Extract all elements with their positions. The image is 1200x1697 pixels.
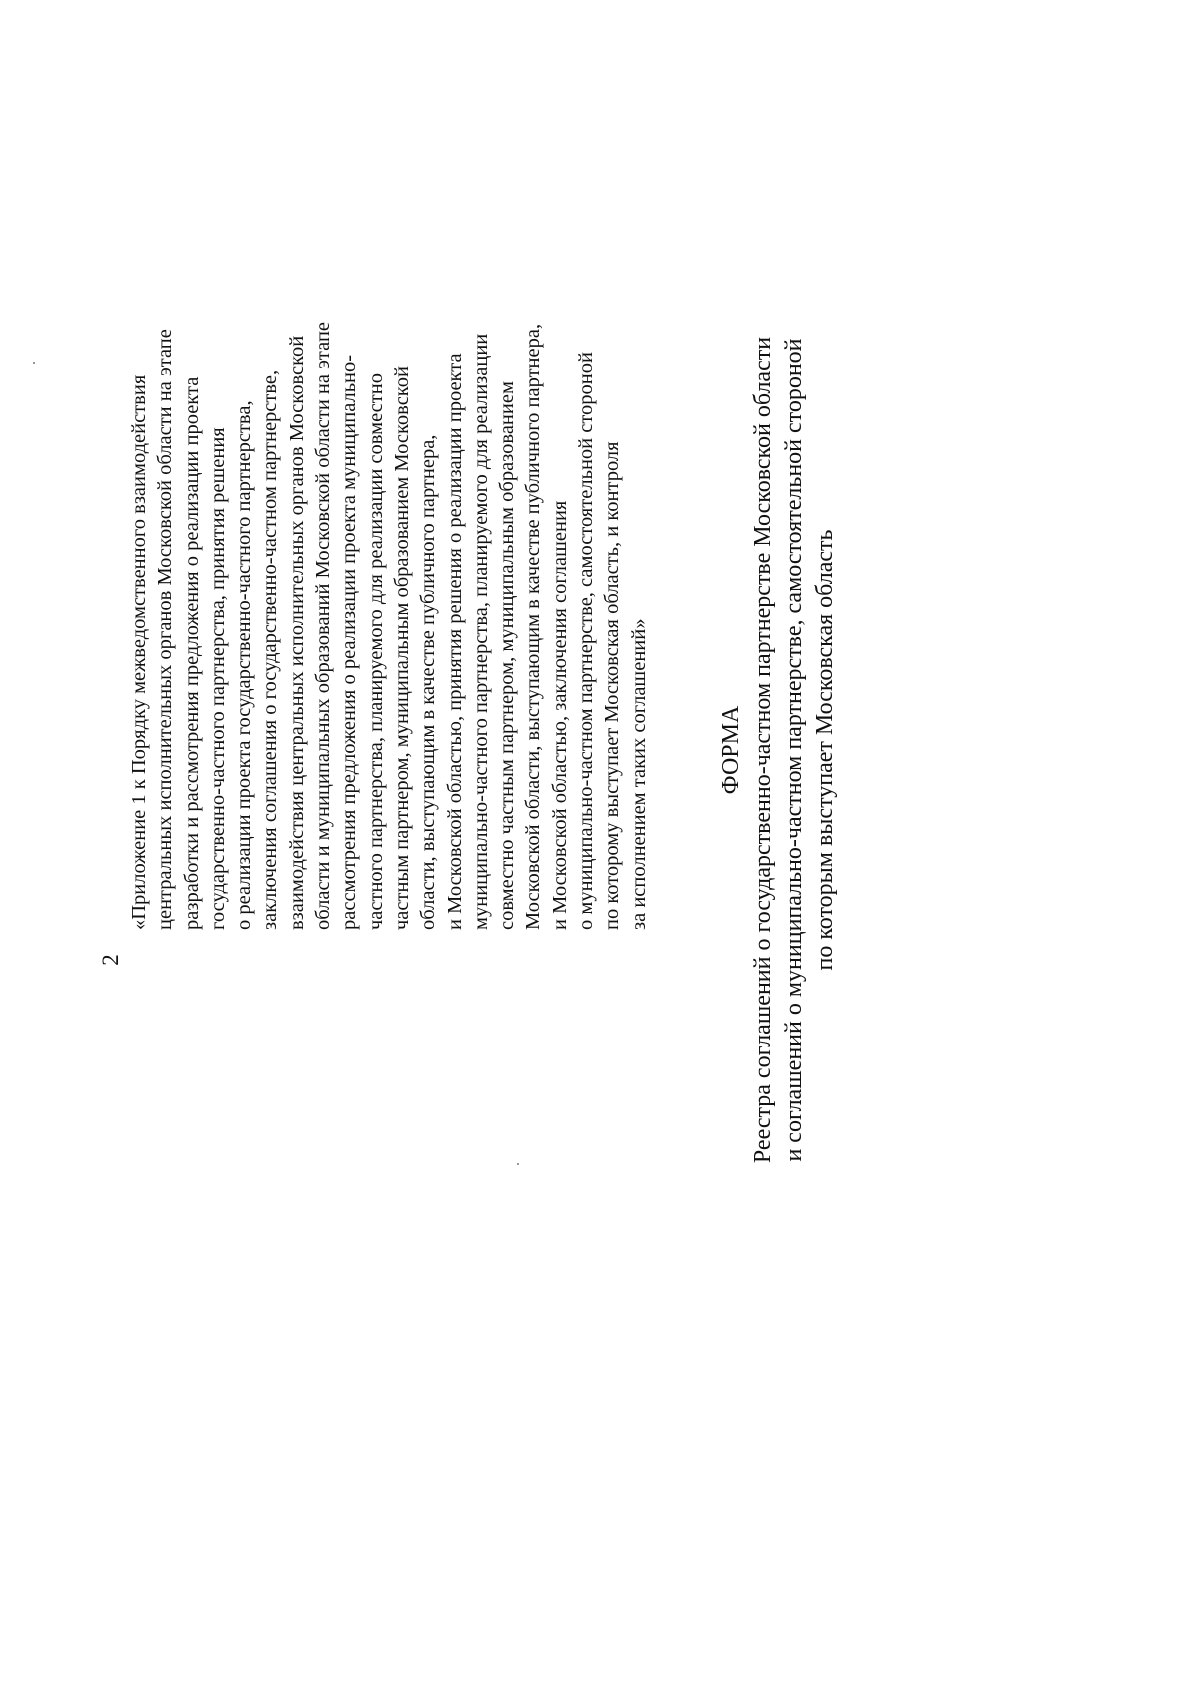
form-subtitle-line: и соглашений о муниципально-частном партнерстве, самостоятельной стороной	[781, 338, 807, 1162]
appendix-line: государственно-частного партнерства, принятия решения	[206, 427, 229, 930]
appendix-line: о муниципально-частном партнерстве, самостоятельной стороной	[575, 352, 598, 930]
form-subtitle	[748, 100, 841, 1400]
appendix-line: заключения соглашения о государственно-частном партнерстве,	[259, 369, 282, 930]
appendix-line: муниципально-частного партнерства, планируемого для реализации	[469, 333, 492, 930]
form-subtitle-line: по которым выступает Московская область	[812, 529, 838, 971]
appendix-line: области и муниципальных образований Московской области на этапе	[312, 321, 335, 930]
appendix-header	[126, 100, 652, 930]
appendix-line: «Приложение 1 к Порядку межведомственного взаимодействия	[128, 374, 150, 930]
form-subtitle-line: Реестра соглашений о государственно-частном партнерстве Московской области	[750, 336, 776, 1164]
appendix-line: о реализации проекта государственно-частного партнерства,	[233, 400, 256, 930]
appendix-line: взаимодействия центральных исполнительных органов Московской	[285, 335, 308, 930]
appendix-line: и Московской областью, принятия решения о реализации проекта	[443, 353, 466, 930]
appendix-line: Московской области, выступающим в качестве публичного партнера,	[522, 323, 545, 930]
appendix-line: частным партнером, муниципальным образованием Московской	[390, 366, 413, 930]
appendix-line: и Московской областью, заключения соглашения	[548, 500, 571, 930]
appendix-line: рассмотрения предложения о реализации проекта муниципально-	[338, 354, 361, 930]
rotated-content	[98, 100, 918, 1400]
scan-speck	[517, 1163, 519, 1165]
appendix-line: по которому выступает Московская область, и контроля	[601, 441, 624, 930]
form-title: ФОРМА	[718, 705, 744, 795]
page-number: 2	[98, 954, 123, 966]
appendix-line: разработки и рассмотрения предложения о реализации проекта	[180, 376, 203, 930]
appendix-line: за исполнением таких соглашений»	[627, 618, 650, 930]
scan-speck	[33, 362, 35, 364]
appendix-line: области, выступающим в качестве публичного партнера,	[417, 434, 440, 930]
appendix-line: совместно частным партнером, муниципальным образованием	[496, 381, 519, 930]
appendix-line: центральных исполнительных органов Московской области на этапе	[154, 329, 177, 930]
appendix-line: частного партнерства, планируемого для реализации совместно	[364, 373, 387, 930]
